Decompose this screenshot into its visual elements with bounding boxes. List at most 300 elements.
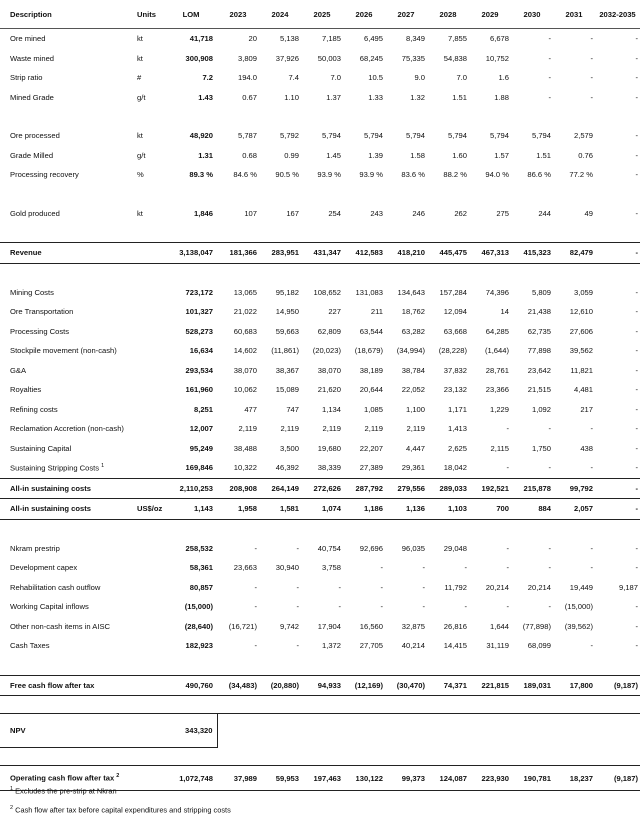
row-label (0, 458, 134, 478)
spacer-cell (343, 223, 385, 243)
row-year-value: 38,367 (275, 365, 299, 375)
spacer-cell (385, 656, 427, 676)
row-year-value: 94,933 (317, 680, 341, 690)
row-year-value: 20,214 (527, 582, 551, 592)
row-year-value: 7.0 (456, 73, 467, 83)
spacer-cell (385, 185, 427, 204)
row-label (0, 617, 134, 637)
row-year-value: 243 (370, 208, 383, 218)
row-year-value: 27,705 (359, 641, 383, 651)
table-row-ga (0, 361, 640, 381)
row-label (0, 302, 134, 322)
row-year-value: 17,800 (569, 680, 593, 690)
row-year-value: 275 (496, 208, 509, 218)
table-row-grade-milled (0, 146, 640, 166)
spacer-cell (134, 748, 167, 766)
spacer-cell (134, 223, 167, 243)
row-year-value: 246 (412, 208, 425, 218)
row-year-value: - (548, 563, 551, 573)
row-year-value: 1.10 (284, 92, 299, 102)
row-year-value: - (548, 92, 551, 102)
row-label (0, 146, 134, 166)
row-year-value: - (464, 563, 467, 573)
row-year-value: - (635, 131, 638, 141)
row-year-value: 884 (511, 499, 553, 520)
row-lom-value: 89.3 % (189, 170, 213, 180)
row-year-value: 1.6 (498, 73, 509, 83)
row-year-value: 93.9 % (359, 170, 383, 180)
spacer-row (0, 748, 640, 766)
row-year-value: - (548, 543, 551, 553)
row-year-value: - (590, 73, 593, 83)
row-year-value: - (590, 543, 593, 553)
row-year-value: (20,023) (312, 346, 341, 356)
row-label-text: Waste mined (10, 53, 55, 63)
spacer-cell (301, 263, 343, 283)
row-year-value: (30,470) (396, 680, 425, 690)
row-year-value: 157,284 (439, 287, 467, 297)
row-year-value: 75,335 (401, 53, 425, 63)
row-year-value: 438 (580, 443, 593, 453)
row-year-value: 63,544 (359, 326, 383, 336)
spacer-cell (301, 519, 343, 539)
spacer-cell (167, 656, 217, 676)
spacer-cell (343, 185, 385, 204)
row-label-text: Stockpile movement (non-cash) (10, 346, 117, 356)
row-lom-value: 8,251 (193, 404, 213, 414)
row-year-value: 9,742 (279, 621, 299, 631)
row-lom-value: 48,920 (189, 131, 213, 141)
row-label (0, 380, 134, 400)
spacer-row (0, 107, 640, 126)
row-year-value: 6,495 (363, 34, 383, 44)
row-lom-value: 41,718 (189, 34, 213, 44)
spacer-cell (469, 656, 511, 676)
row-year-value: 83.6 % (401, 170, 425, 180)
row-year-value: 7,855 (447, 34, 467, 44)
spacer-cell (217, 656, 259, 676)
spacer-cell (469, 185, 511, 204)
row-year-value: 9.0 (414, 73, 425, 83)
row-year-value: 54,838 (443, 53, 467, 63)
spacer-cell (217, 696, 259, 714)
row-year-value: - (338, 602, 341, 612)
header-year: 2023 (217, 0, 259, 29)
row-unit (134, 400, 167, 420)
spacer-cell (259, 519, 301, 539)
row-year-value: - (464, 602, 467, 612)
row-year-value (343, 714, 385, 748)
row-year-value: - (548, 424, 551, 434)
row-label-text: Grade Milled (10, 150, 54, 160)
row-label (0, 578, 134, 598)
row-year-value: 194.0 (237, 73, 257, 83)
row-year-value: - (635, 463, 638, 473)
spacer-row (0, 185, 640, 204)
spacer-cell (469, 107, 511, 126)
row-year-value: 21,022 (233, 307, 257, 317)
row-year-value: - (590, 563, 593, 573)
row-label (0, 439, 134, 459)
spacer-cell (343, 263, 385, 283)
row-year-value: 28,761 (485, 365, 509, 375)
row-label-text: Ore mined (10, 34, 46, 44)
table-header-row (0, 0, 640, 29)
row-lom-value: 258,532 (185, 543, 213, 553)
row-label (0, 29, 134, 49)
row-year-value: 1.58 (410, 150, 425, 160)
row-year-value: 412,583 (355, 248, 383, 258)
row-label-text: Free cash flow after tax (10, 680, 95, 690)
row-year-value: 5,794 (489, 131, 509, 141)
row-year-value: 11,792 (444, 582, 467, 592)
row-year-value: 40,214 (401, 641, 425, 651)
row-label-text: Mined Grade (10, 92, 54, 102)
row-year-value (511, 714, 553, 748)
row-year-value: 23,663 (233, 563, 257, 573)
table-row-development-capex (0, 558, 640, 578)
row-year-value: - (635, 443, 638, 453)
row-year-value: (77,898) (522, 621, 551, 631)
spacer-cell (301, 185, 343, 204)
spacer-cell (427, 107, 469, 126)
row-year-value: 15,089 (275, 385, 299, 395)
spacer-cell (511, 263, 553, 283)
spacer-cell (427, 263, 469, 283)
row-year-value: - (254, 602, 257, 612)
row-year-value: 5,809 (531, 287, 551, 297)
row-label (0, 165, 134, 185)
row-unit: g/t (137, 92, 146, 102)
footnote-text: Excludes the pre-strip at Nkran (15, 786, 117, 796)
row-year-value: 38,070 (317, 365, 341, 375)
row-year-value: 77.2 % (569, 170, 593, 180)
row-year-value: 16,560 (359, 621, 383, 631)
row-year-value: (15,000) (564, 602, 593, 612)
row-unit (134, 243, 167, 264)
row-year-value: 3,809 (237, 53, 257, 63)
row-year-value: 244 (538, 208, 551, 218)
row-year-value: 211 (370, 307, 383, 317)
row-year-value: 467,313 (481, 248, 509, 258)
row-label-text: Ore processed (10, 131, 60, 141)
row-year-value: 1,134 (321, 404, 341, 414)
spacer-cell (259, 185, 301, 204)
row-year-value: 63,668 (443, 326, 467, 336)
table-row-reclamation-accretion (0, 419, 640, 439)
row-label-text: Development capex (10, 563, 78, 573)
row-year-value: 131,083 (355, 287, 383, 297)
row-year-value: 94.0 % (485, 170, 509, 180)
row-year-value: - (635, 150, 638, 160)
row-year-value: 14,415 (443, 641, 467, 651)
row-year-value: 21,620 (317, 385, 341, 395)
row-label (0, 539, 134, 559)
row-year-value: - (590, 424, 593, 434)
row-year-value: 2,119 (322, 424, 341, 434)
row-label-text: Reclamation Accretion (non-cash) (10, 424, 124, 434)
row-year-value: 82,479 (569, 248, 593, 258)
row-year-value: 108,652 (313, 287, 341, 297)
row-lom-value: 1.43 (198, 92, 213, 102)
row-year-value: 134,643 (397, 287, 425, 297)
spacer-cell (343, 748, 385, 766)
row-year-value: (9,187) (595, 766, 640, 791)
table-row-cash-taxes (0, 636, 640, 656)
spacer-cell (469, 519, 511, 539)
row-unit (134, 766, 167, 791)
row-year-value: 1,229 (489, 404, 509, 414)
footnote-text: Cash flow after tax before capital expenditures and stripping costs (15, 805, 231, 815)
header-year: 2029 (469, 0, 511, 29)
row-year-value: 0.68 (242, 150, 257, 160)
row-year-value: 74,396 (485, 287, 509, 297)
row-year-value: (9,187) (613, 680, 638, 690)
spacer-cell (469, 748, 511, 766)
row-year-value: 5,794 (405, 131, 425, 141)
row-label-text: Revenue (10, 248, 42, 258)
table-row-sustaining-stripping (0, 458, 640, 478)
spacer-cell (343, 519, 385, 539)
row-year-value: 99,373 (385, 766, 427, 791)
row-year-value: 700 (469, 499, 511, 520)
row-year-value: - (254, 582, 257, 592)
row-year-value: 1,136 (385, 499, 427, 520)
row-year-value: 1,581 (259, 499, 301, 520)
row-label-text: Other non-cash items in AISC (10, 621, 111, 631)
row-year-value: 46,392 (275, 463, 299, 473)
spacer-cell (427, 656, 469, 676)
row-year-value: 19,680 (317, 443, 341, 453)
table-row-sustaining-capital (0, 439, 640, 459)
row-year-value: 10,322 (233, 463, 257, 473)
row-year-value: - (380, 563, 383, 573)
spacer-cell (259, 107, 301, 126)
row-year-value: 18,762 (401, 307, 425, 317)
footnote-number: 1 (10, 786, 14, 792)
row-year-value: 23,132 (443, 385, 467, 395)
spacer-cell (385, 223, 427, 243)
row-year-value (259, 714, 301, 748)
spacer-cell (427, 519, 469, 539)
spacer-cell (553, 185, 595, 204)
row-lom-value: 300,908 (185, 53, 213, 63)
row-year-value: - (506, 563, 509, 573)
row-year-value: (16,721) (228, 621, 257, 631)
row-lom-value: 161,960 (185, 385, 213, 395)
spacer-cell (301, 748, 343, 766)
row-year-value: 223,930 (469, 766, 511, 791)
spacer-cell (427, 223, 469, 243)
row-label (0, 478, 134, 499)
header-year: 2027 (385, 0, 427, 29)
row-year-value: - (254, 641, 257, 651)
row-year-value: 68,245 (359, 53, 383, 63)
row-year-value: 5,792 (279, 131, 299, 141)
row-year-value: - (635, 365, 638, 375)
spacer-cell (301, 107, 343, 126)
row-year-value: 22,207 (359, 443, 383, 453)
row-year-value: 181,366 (229, 248, 257, 258)
spacer-cell (217, 107, 259, 126)
row-year-value: 29,361 (401, 463, 425, 473)
row-year-value: 50,003 (317, 53, 341, 63)
row-year-value: 59,953 (259, 766, 301, 791)
row-year-value: 4,481 (573, 385, 593, 395)
row-year-value: - (635, 34, 638, 44)
row-year-value: 64,285 (485, 326, 509, 336)
row-unit: % (137, 170, 144, 180)
header-year: 2032-2035 (595, 0, 640, 29)
spacer-cell (167, 696, 217, 714)
row-year-value: - (635, 346, 638, 356)
row-label-text: Processing recovery (10, 170, 79, 180)
spacer-cell (259, 696, 301, 714)
spacer-cell (385, 748, 427, 766)
row-year-value: (1,644) (484, 346, 509, 356)
row-year-value: 254 (328, 208, 341, 218)
row-label-text: Rehabilitation cash outflow (10, 582, 101, 592)
row-label (0, 243, 134, 264)
row-lom-value: 2,110,253 (167, 478, 217, 499)
spacer-cell (511, 185, 553, 204)
row-year-value: 2,625 (447, 443, 467, 453)
row-lom-value: 1,072,748 (167, 766, 217, 791)
row-year-value: 27,389 (359, 463, 383, 473)
row-label-text: All-in sustaining costs (10, 504, 92, 514)
row-lom-value: 169,846 (185, 463, 213, 473)
header-lom: LOM (167, 0, 217, 29)
row-unit (134, 597, 167, 617)
row-year-value: - (254, 543, 257, 553)
row-year-value (301, 714, 343, 748)
row-unit (134, 617, 167, 637)
row-lom-value: 1.31 (198, 150, 213, 160)
row-year-value: 197,463 (301, 766, 343, 791)
row-year-value: - (422, 602, 425, 612)
row-unit (134, 578, 167, 598)
row-unit: kt (137, 53, 143, 63)
row-label (0, 558, 134, 578)
row-year-value: 1,186 (343, 499, 385, 520)
spacer-cell (167, 185, 217, 204)
row-year-value: 7.0 (330, 73, 341, 83)
row-year-value: 190,781 (511, 766, 553, 791)
row-year-value: 49 (584, 208, 593, 218)
table-row-ore-processed (0, 126, 640, 146)
spacer-cell (595, 185, 640, 204)
row-year-value: 38,488 (233, 443, 257, 453)
spacer-row (0, 519, 640, 539)
row-unit (134, 558, 167, 578)
row-year-value: 477 (244, 404, 257, 414)
spacer-cell (217, 748, 259, 766)
row-label (0, 419, 134, 439)
row-unit: kt (137, 208, 143, 218)
spacer-cell (469, 696, 511, 714)
row-unit: kt (137, 34, 143, 44)
row-year-value: 74,371 (443, 680, 467, 690)
row-year-value: 3,059 (573, 287, 593, 297)
row-year-value: 60,683 (233, 326, 257, 336)
spacer-cell (259, 263, 301, 283)
row-unit: g/t (137, 150, 146, 160)
row-year-value: - (506, 463, 509, 473)
row-year-value: 215,878 (511, 478, 553, 499)
row-lom-value: 80,857 (189, 582, 213, 592)
spacer-cell (167, 519, 217, 539)
row-year-value: 1.51 (536, 150, 551, 160)
row-year-value: - (635, 424, 638, 434)
row-year-value: 38,339 (317, 463, 341, 473)
spacer-cell (217, 185, 259, 204)
row-label-text: Refining costs (10, 404, 58, 414)
row-year-value: - (422, 582, 425, 592)
row-year-value: 1.32 (410, 92, 425, 102)
row-year-value: - (296, 602, 299, 612)
spacer-cell (167, 263, 217, 283)
row-year-value: 26,816 (443, 621, 467, 631)
row-year-value: (28,228) (438, 346, 467, 356)
spacer-cell (134, 656, 167, 676)
row-year-value: 12,610 (569, 307, 593, 317)
row-year-value: 21,515 (527, 385, 551, 395)
row-year-value: 5,794 (363, 131, 383, 141)
row-year-value: (20,880) (270, 680, 299, 690)
footnote-1 (10, 786, 117, 795)
row-label (0, 341, 134, 361)
row-year-value: - (635, 602, 638, 612)
spacer-cell (427, 748, 469, 766)
row-label (0, 597, 134, 617)
header-year: 2026 (343, 0, 385, 29)
row-year-value: 7.4 (288, 73, 299, 83)
row-year-value: 1,100 (405, 404, 425, 414)
row-year-value: - (635, 248, 638, 258)
header-year: 2028 (427, 0, 469, 29)
footnote-2 (10, 805, 231, 814)
spacer-cell (469, 223, 511, 243)
row-year-value: 11,821 (570, 365, 593, 375)
row-year-value: 2,119 (406, 424, 425, 434)
row-lom-value: 101,327 (185, 307, 213, 317)
row-year-value: 37,832 (443, 365, 467, 375)
spacer-cell (0, 107, 134, 126)
row-year-value: (11,861) (271, 346, 299, 356)
row-year-value: 0.67 (242, 92, 257, 102)
row-year-value: 99,792 (553, 478, 595, 499)
row-year-value: - (635, 543, 638, 553)
spacer-cell (0, 748, 134, 766)
row-year-value: - (380, 582, 383, 592)
spacer-cell (511, 656, 553, 676)
row-label: NPV (0, 714, 134, 748)
spacer-cell (217, 263, 259, 283)
row-label-text: Cash Taxes (10, 641, 50, 651)
row-year-value: 5,138 (279, 34, 299, 44)
row-label (0, 400, 134, 420)
row-year-value: 1,085 (363, 404, 383, 414)
row-year-value: 21,438 (527, 307, 551, 317)
row-year-value: 14,602 (233, 346, 257, 356)
row-year-value: 5,794 (531, 131, 551, 141)
spacer-cell (595, 748, 640, 766)
row-year-value: 23,642 (527, 365, 551, 375)
row-year-value: 86.6 % (527, 170, 551, 180)
spacer-cell (511, 223, 553, 243)
spacer-cell (595, 107, 640, 126)
row-year-value: - (590, 463, 593, 473)
